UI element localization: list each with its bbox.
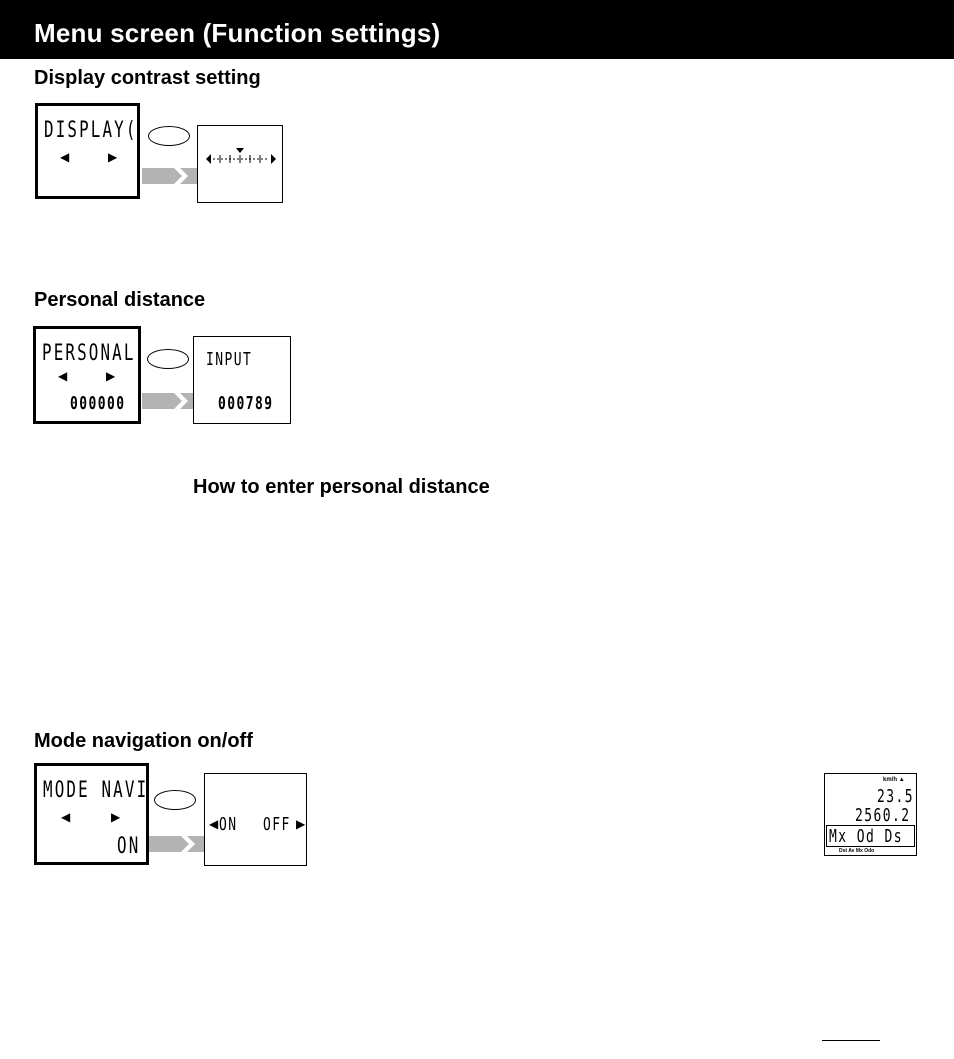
left-triangle-icon: ◀	[61, 810, 71, 824]
right-triangle-icon: ▶	[106, 369, 116, 383]
right-triangle-icon: ▶	[296, 817, 306, 831]
button-oval-icon	[154, 790, 196, 810]
lcd-value-personal: 000000	[70, 393, 126, 414]
up-triangle-icon: ▲	[898, 777, 905, 783]
right-triangle-icon: ▶	[111, 810, 121, 824]
preview-nav-text: Mx Od Ds	[829, 826, 903, 847]
lcd-screen-display	[35, 103, 140, 199]
subsection-title-personal-entry: How to enter personal distance	[193, 476, 490, 498]
flow-arrow-icon	[142, 391, 196, 411]
lcd-value-navi: ON	[117, 834, 141, 859]
contrast-scale-icon	[206, 148, 276, 170]
section-title-contrast: Display contrast setting	[34, 67, 261, 89]
lcd-screen-preview	[824, 773, 917, 856]
button-oval-icon	[147, 349, 189, 369]
button-oval-icon	[148, 126, 190, 146]
footer-divider	[822, 1040, 880, 1041]
lcd-text-personal: PERSONAL	[42, 341, 136, 366]
page-header	[0, 0, 954, 59]
flow-arrow-icon	[149, 834, 205, 854]
page-title: Menu screen (Function settings)	[34, 18, 441, 48]
preview-speed: 23.5	[877, 786, 914, 807]
lcd-text-input: INPUT	[206, 349, 253, 370]
lcd-option-on: ON	[219, 814, 238, 835]
preview-modes: Dst Av Mx Odo	[839, 848, 875, 854]
lcd-text-display: DISPLAY(	[44, 118, 138, 143]
right-triangle-icon: ▶	[108, 150, 118, 164]
lcd-screen-contrast	[197, 125, 283, 203]
left-triangle-icon: ◀	[60, 150, 70, 164]
flow-arrow-icon	[142, 166, 198, 186]
lcd-screen-navi	[34, 763, 149, 865]
lcd-screen-onoff	[204, 773, 307, 866]
lcd-screen-input	[193, 336, 291, 424]
lcd-screen-personal	[33, 326, 141, 424]
lcd-option-off: OFF	[263, 814, 291, 835]
preview-nav-bar	[826, 825, 915, 847]
lcd-text-navi: MODE NAVI	[43, 778, 149, 803]
lcd-value-input: 000789	[218, 393, 274, 414]
section-title-navi: Mode navigation on/off	[34, 730, 253, 752]
left-triangle-icon: ◀	[209, 817, 219, 831]
section-title-personal: Personal distance	[34, 289, 206, 311]
left-triangle-icon: ◀	[58, 369, 68, 383]
preview-unit: km/h ▲	[883, 777, 905, 783]
preview-distance: 2560.2	[855, 805, 911, 826]
